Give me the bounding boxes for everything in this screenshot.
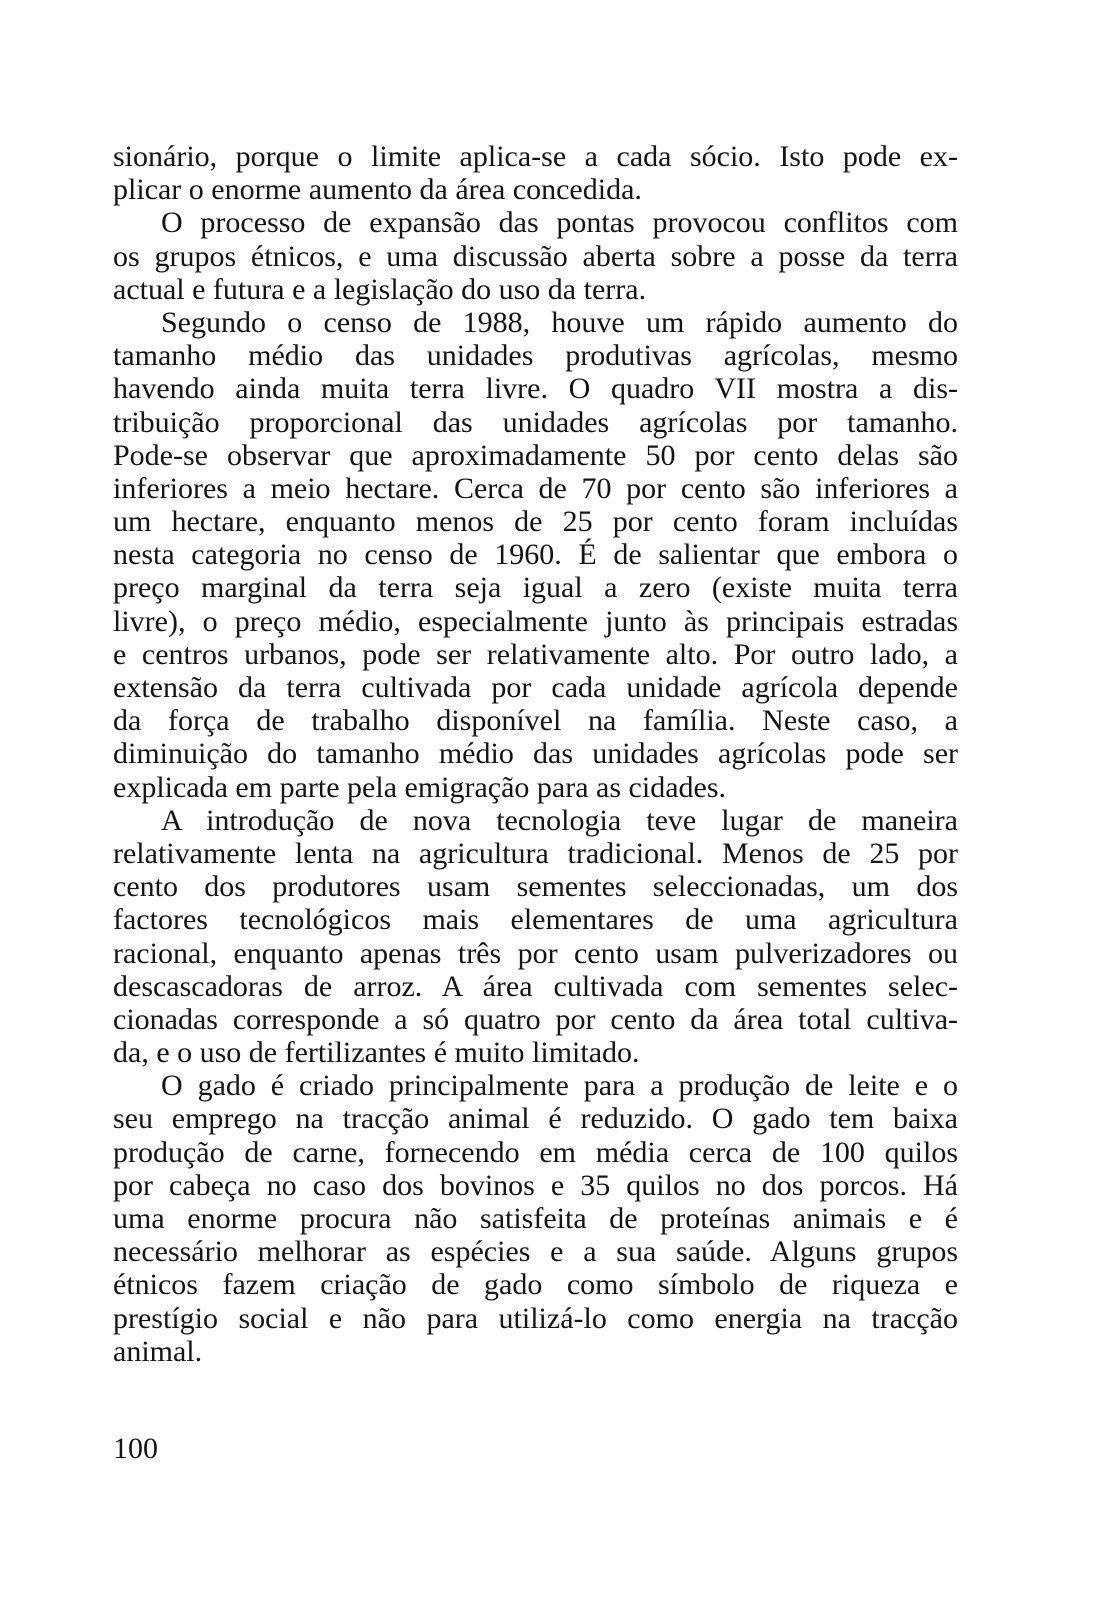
text-line: seu emprego na tracção animal é reduzido. O gado tem baixa — [113, 1102, 958, 1136]
text-line: tribuição proporcional das unidades agrícolas por tamanho. — [113, 405, 958, 439]
text-line: actual e futura e a legislação do uso da terra. — [113, 272, 647, 306]
text-line: da, e o uso de fertilizantes é muito limitado. — [113, 1036, 640, 1070]
text-line: livre), o preço médio, especialmente junto às principais estradas — [113, 604, 958, 638]
text-line: sionário, porque o limite aplica-se a cada sócio. Isto pode ex- — [113, 140, 958, 173]
text-line: prestígio social e não para utilizá-lo como energia na tracção — [113, 1301, 958, 1335]
text-line: Segundo o censo de 1988, houve um rápido aumento do — [161, 305, 958, 339]
page-number: 100 — [113, 1432, 158, 1465]
text-line: Pode-se observar que aproximadamente 50 por cento delas são — [113, 438, 958, 472]
text-line: preço marginal da terra seja igual a zero (existe muita terra — [113, 571, 958, 605]
text-line: racional, enquanto apenas três por cento usam pulverizadores ou — [113, 936, 958, 970]
body-text — [113, 140, 958, 1368]
text-line: necessário melhorar as espécies e a sua saúde. Alguns grupos — [113, 1235, 958, 1269]
text-line: tamanho médio das unidades produtivas agrícolas, mesmo — [113, 339, 958, 373]
text-line: inferiores a meio hectare. Cerca de 70 por cento são inferiores a — [113, 471, 958, 505]
text-line: da força de trabalho disponível na família. Neste caso, a — [113, 704, 958, 738]
text-line: animal. — [113, 1334, 203, 1368]
text-line: étnicos fazem criação de gado como símbolo de riqueza e — [113, 1268, 958, 1302]
text-line: cento dos produtores usam sementes seleccionadas, um dos — [113, 870, 958, 904]
text-line: diminuição do tamanho médio das unidades agrícolas pode ser — [113, 737, 958, 771]
text-line: O processo de expansão das pontas provocou conflitos com — [161, 206, 958, 240]
text-line: cionadas corresponde a só quatro por cento da área total cultiva- — [113, 1002, 958, 1036]
text-line: factores tecnológicos mais elementares de uma agricultura — [113, 903, 958, 937]
text-line: uma enorme procura não satisfeita de proteínas animais e é — [113, 1202, 958, 1235]
text-line: os grupos étnicos, e uma discussão aberta sobre a posse da terra — [113, 239, 958, 273]
text-line: plicar o enorme aumento da área concedida. — [113, 173, 642, 207]
text-line: havendo ainda muita terra livre. O quadro VII mostra a dis- — [113, 372, 958, 406]
text-line: relativamente lenta na agricultura tradicional. Menos de 25 por — [113, 836, 958, 870]
text-line: e centros urbanos, pode ser relativamente alto. Por outro lado, a — [113, 637, 958, 671]
text-line: A introdução de nova tecnologia teve lugar de maneira — [161, 803, 958, 837]
text-line: descascadoras de arroz. A área cultivada com sementes selec- — [113, 969, 958, 1003]
text-line: nesta categoria no censo de 1960. É de salientar que embora o — [113, 538, 958, 572]
text-line: extensão da terra cultivada por cada unidade agrícola depende — [113, 671, 958, 704]
text-line: um hectare, enquanto menos de 25 por cento foram incluídas — [113, 505, 958, 539]
text-line: O gado é criado principalmente para a produção de leite e o — [161, 1069, 958, 1103]
text-line: explicada em parte pela emigração para as cidades. — [113, 770, 726, 804]
text-line: por cabeça no caso dos bovinos e 35 quilos no dos porcos. Há — [113, 1168, 958, 1202]
text-line: produção de carne, fornecendo em média cerca de 100 quilos — [113, 1135, 958, 1169]
